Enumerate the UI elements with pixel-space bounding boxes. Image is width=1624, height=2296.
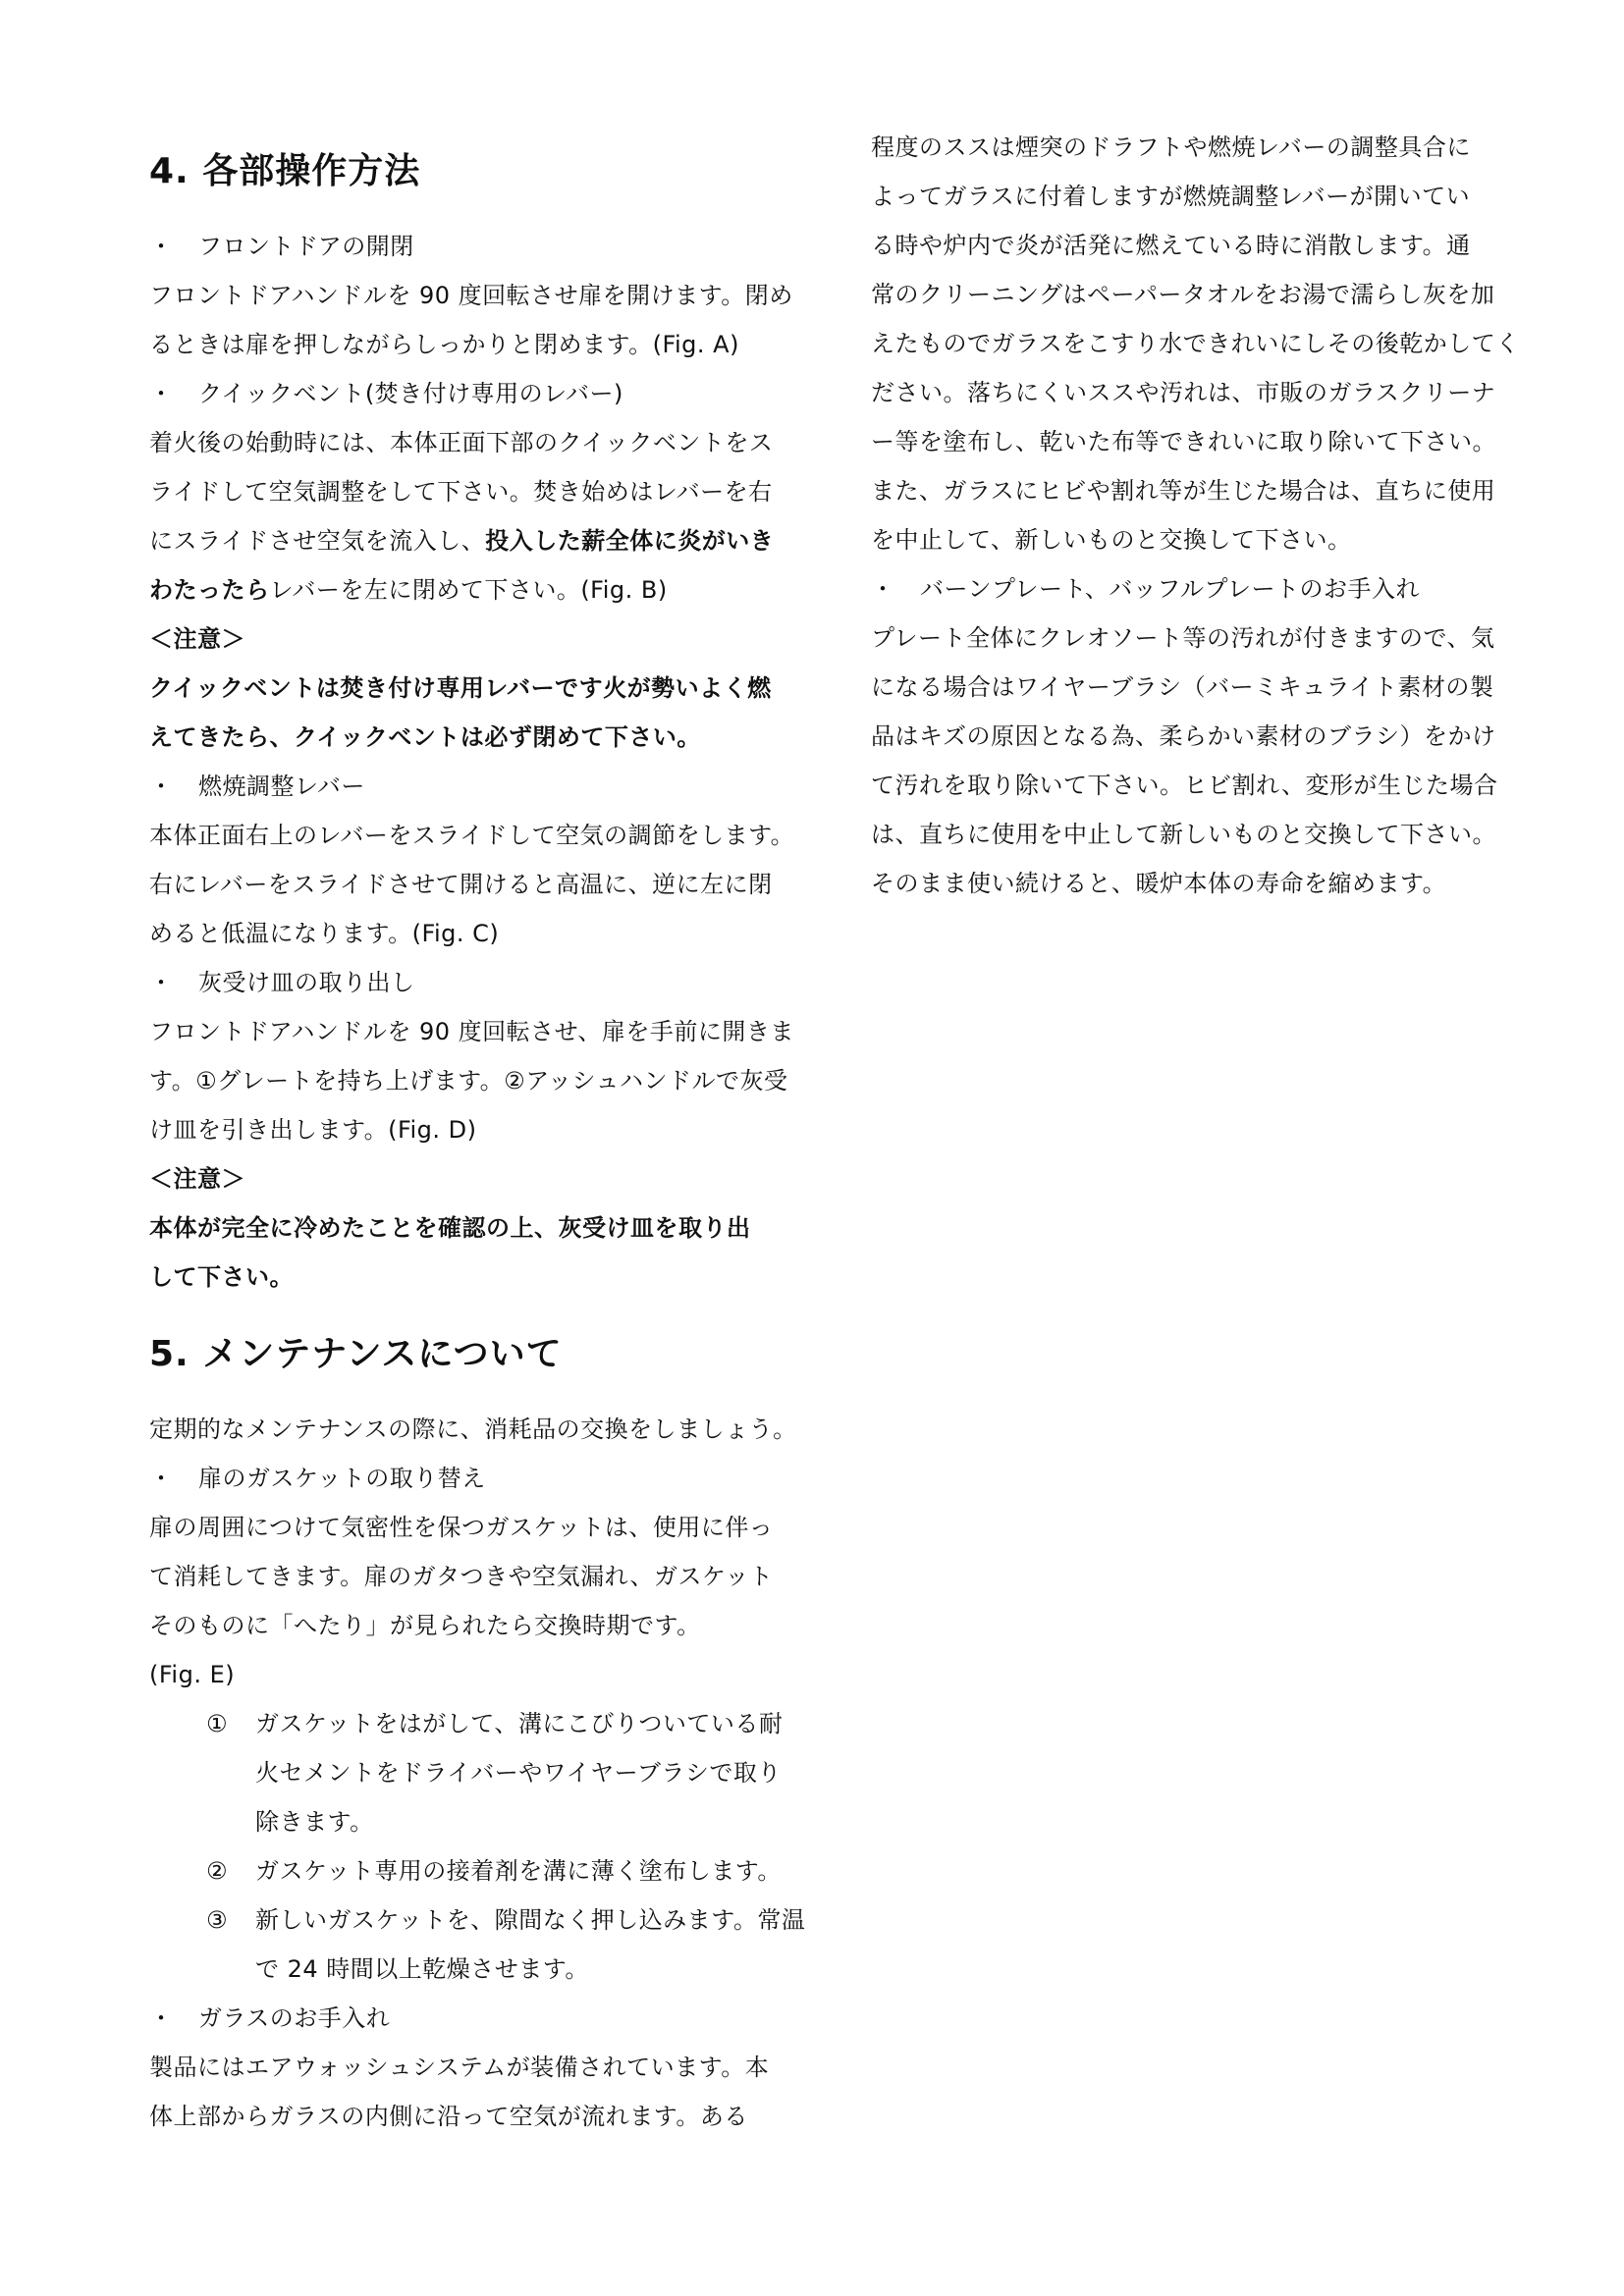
glass-text-line: 程度のススは煙突のドラフトや燃焼レバーの調整具合に	[871, 133, 1471, 161]
gasket-step-1-cont: 火セメントをドライバーやワイヤーブラシで取り	[255, 1759, 782, 1787]
quick-vent-text-line: ライドして空気調整をして下さい。焚き始めはレバーを右	[149, 478, 773, 506]
caution-text-line: して下さい。	[149, 1263, 294, 1291]
glass-text-line: 体上部からガラスの内側に沿って空気が流れます。ある	[149, 2103, 748, 2130]
plate-text-line: は、直ちに使用を中止して新しいものと交換して下さい。	[871, 821, 1496, 848]
plate-text-line: 品はキズの原因となる為、柔らかい素材のブラシ）をかけ	[871, 722, 1496, 750]
section-5-heading: 5. メンテナンスについて	[149, 1334, 563, 1374]
bullet-ash-tray: ・ 灰受け皿の取り出し	[149, 969, 415, 996]
caution-label: ＜注意＞	[149, 625, 245, 653]
bullet-mark: ・	[149, 2004, 174, 2032]
bullet-quick-vent: ・ クイックベント(焚き付け専用のレバー)	[149, 380, 623, 407]
glass-text-line: る時や炉内で炎が活発に燃えている時に消散します。通	[871, 232, 1471, 259]
quick-vent-text-line: にスライドさせ空気を流入し、投入した薪全体に炎がいき	[149, 527, 775, 555]
gasket-step-1-cont: 除きます。	[255, 1808, 374, 1836]
gasket-step-3: ③ 新しいガスケットを、隙間なく押し込みます。常温	[206, 1906, 806, 1934]
quick-vent-text-line: 着火後の始動時には、本体正面下部のクイックベントをス	[149, 429, 774, 456]
bullet-glass: ・ ガラスのお手入れ	[149, 2004, 391, 2032]
front-door-text-line: るときは扉を押しながらしっかりと閉めます。(Fig. A)	[149, 331, 739, 358]
gasket-step-2: ② ガスケット専用の接着剤を溝に薄く塗布します。	[206, 1857, 782, 1885]
bullet-mark: ・	[149, 380, 174, 407]
maintenance-intro: 定期的なメンテナンスの際に、消耗品の交換をしましょう。	[149, 1415, 797, 1443]
glass-text-line: また、ガラスにヒビや割れ等が生じた場合は、直ちに使用	[871, 477, 1496, 505]
ash-tray-text-line: す。①グレートを持ち上げます。②アッシュハンドルで灰受	[149, 1067, 788, 1095]
combustion-text-line: 本体正面右上のレバーをスライドして空気の調節をします。	[149, 822, 795, 849]
gasket-text-line: 扉の周囲につけて気密性を保つガスケットは、使用に伴っ	[149, 1514, 774, 1541]
ash-tray-text-line: フロントドアハンドルを 90 度回転させ、扉を手前に開きま	[149, 1018, 794, 1045]
bullet-mark: ・	[149, 969, 174, 996]
plate-text-line: て汚れを取り除いて下さい。ヒビ割れ、変形が生じた場合	[871, 772, 1498, 799]
glass-text-line: ださい。落ちにくいススや汚れは、市販のガラスクリーナ	[871, 379, 1496, 406]
combustion-text-line: めると低温になります。(Fig. C)	[149, 920, 500, 947]
gasket-step-1: ① ガスケットをはがして、溝にこびりついている耐	[206, 1710, 784, 1737]
quick-vent-text-line: わたったらレバーを左に閉めて下さい。(Fig. B)	[149, 576, 668, 604]
bullet-gasket: ・ 扉のガスケットの取り替え	[149, 1465, 486, 1492]
caution-text-line: 本体が完全に冷めたことを確認の上、灰受け皿を取り出	[149, 1214, 751, 1242]
plate-text-line: そのまま使い続けると、暖炉本体の寿命を縮めます。	[871, 870, 1447, 897]
bullet-mark: ・	[149, 773, 174, 800]
caution-text-line: えてきたら、クイックベントは必ず閉めて下さい。	[149, 723, 701, 751]
bullet-combustion-lever: ・ 燃焼調整レバー	[149, 773, 365, 800]
bullet-burn-plate: ・ バーンプレート、バッフルプレートのお手入れ	[871, 575, 1420, 603]
bullet-mark: ・	[149, 1465, 174, 1492]
front-door-text-line: フロントドアハンドルを 90 度回転させ扉を開けます。閉め	[149, 282, 793, 309]
caution-text-line: クイックベントは焚き付け専用レバーです火が勢いよく燃	[149, 674, 772, 702]
ash-tray-text-line: け皿を引き出します。(Fig. D)	[149, 1116, 477, 1144]
glass-text-line: を中止して、新しいものと交換して下さい。	[871, 526, 1352, 554]
glass-text-line: 製品にはエアウォッシュシステムが装備されています。本	[149, 2054, 770, 2081]
gasket-text-line: て消耗してきます。扉のガタつきや空気漏れ、ガスケット	[149, 1563, 774, 1590]
bullet-front-door: ・ フロントドアの開閉	[149, 233, 414, 260]
bullet-mark: ・	[871, 575, 895, 603]
glass-text-line: 常のクリーニングはペーパータオルをお湯で濡らし灰を加	[871, 281, 1495, 308]
plate-text-line: になる場合はワイヤーブラシ（バーミキュライト素材の製	[871, 673, 1494, 701]
gasket-step-3-cont: で 24 時間以上乾燥させます。	[255, 1955, 589, 1983]
gasket-text-line: そのものに「へたり」が見られたら交換時期です。	[149, 1612, 701, 1639]
caution-label: ＜注意＞	[149, 1165, 245, 1193]
section-4-heading: 4. 各部操作方法	[149, 151, 421, 191]
bullet-mark: ・	[149, 233, 174, 260]
plate-text-line: プレート全体にクレオソート等の汚れが付きますので、気	[871, 624, 1495, 652]
glass-text-line: えたものでガラスをこすり水できれいにしその後乾かしてく	[871, 330, 1520, 357]
combustion-text-line: 右にレバーをスライドさせて開けると高温に、逆に左に閉	[149, 871, 773, 898]
glass-text-line: よってガラスに付着しますが燃焼調整レバーが開いてい	[871, 183, 1471, 210]
gasket-figure-ref: (Fig. E)	[149, 1661, 236, 1688]
glass-text-line: ー等を塗布し、乾いた布等できれいに取り除いて下さい。	[871, 428, 1496, 455]
